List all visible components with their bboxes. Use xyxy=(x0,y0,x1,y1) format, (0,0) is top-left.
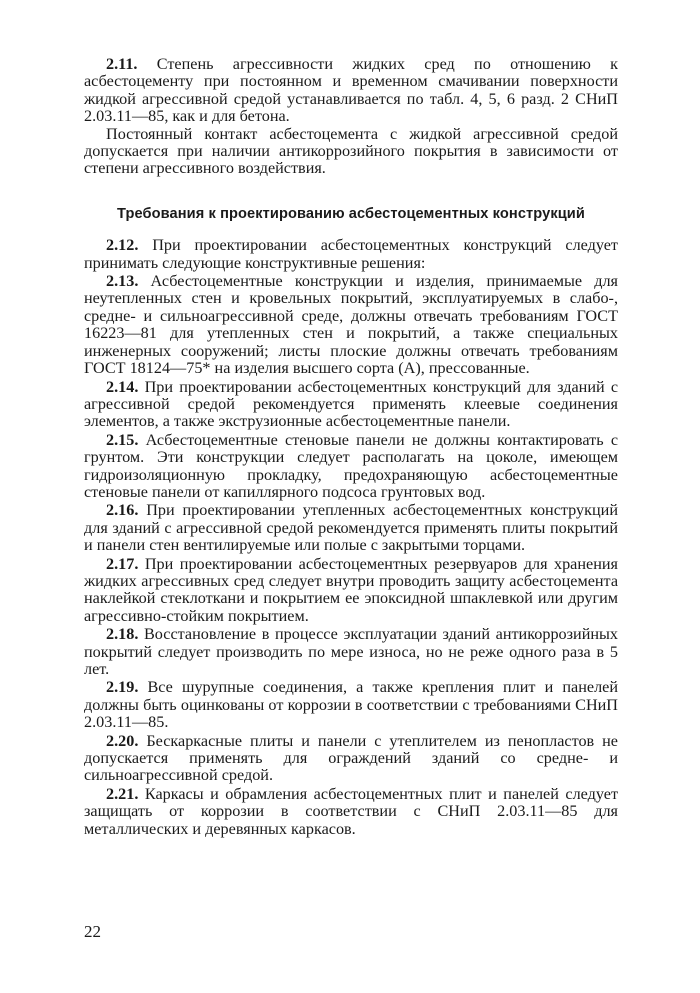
clause-2-21 xyxy=(84,786,618,838)
clause-2-14 xyxy=(84,379,618,431)
clause-number: 2.15. xyxy=(106,430,139,449)
clause-text: Каркасы и обрамления асбестоцементных плит и панелей следует защищать от коррозии в соответствии с СНиП 2.03.11—85 для металлических и деревянных каркасов. xyxy=(84,784,619,838)
clause-number: 2.16. xyxy=(106,501,139,520)
clause-2-12 xyxy=(84,237,618,272)
clause-text: При проектировании асбестоцементных конструкций для зданий с агрессивной средой рекомендуется применять клеевые соединения элементов, а также экструзионные асбестоцементные панели. xyxy=(84,377,619,431)
clause-2-15 xyxy=(84,432,618,502)
clause-text: Все шурупные соединения, а также крепления плит и панелей должны быть оцинкованы от коррозии в соответствии с требованиями СНиП 2.03.11—85. xyxy=(84,678,619,732)
clause-number: 2.11. xyxy=(106,55,138,73)
clause-text: Восстановление в процессе эксплуатации зданий антикоррозийных покрытий следует производить по мере износа, но не реже одного раза в 5 лет. xyxy=(84,625,618,678)
page-body xyxy=(84,56,618,838)
clause-number: 2.21. xyxy=(106,784,139,803)
clause-text: При проектировании асбестоцементных резервуаров для хранения жидких агрессивных сред следует внутри проводить защиту асбестоцемента наклейкой стеклоткани и покрытием ее эпоксидной шпаклевкой или другим агрессивно-стойким покрытием. xyxy=(84,554,618,625)
paragraph-2-11 xyxy=(84,56,618,126)
clause-text: Степень агрессивности жидких сред по отношению к асбестоцементу при постоянном и временном смачивании поверхности жидкой агрессивной средой устанавливается по табл. 4, 5, 6 разд. 2 СНиП 2.03.11—85, как и для бетона. xyxy=(84,55,619,126)
clause-number: 2.13. xyxy=(106,272,139,291)
clause-2-18 xyxy=(84,626,618,678)
page-number: 22 xyxy=(84,922,101,941)
clause-2-16 xyxy=(84,502,618,554)
clause-number: 2.19. xyxy=(106,678,139,697)
clause-text: Асбестоцементные стеновые панели не должны контактировать с грунтом. Эти конструкции следует располагать на цоколе, имеющем гидроизоляционную прокладку, предохраняющую асбестоцементные стеновые панели от капиллярного подсоса грунтовых вод. xyxy=(84,430,618,501)
clause-number: 2.18. xyxy=(106,625,139,644)
clause-number: 2.12. xyxy=(106,236,139,255)
clause-number: 2.20. xyxy=(106,731,139,750)
paragraph-contact xyxy=(84,126,618,178)
clause-text: Бескаркасные плиты и панели с утеплителем из пенопластов не допускается применять для ограждений зданий со средне- и сильноагрессивной средой. xyxy=(84,731,618,785)
paragraph-text: Постоянный контакт асбестоцемента с жидкой агрессивной средой допускается при наличии антикоррозийного покрытия в зависимости от степени агрессивного воздействия. xyxy=(84,124,618,178)
clause-2-13 xyxy=(84,273,618,377)
clause-text: При проектировании асбестоцементных конструкций следует принимать следующие конструктивные решения: xyxy=(84,236,619,272)
clause-2-19 xyxy=(84,679,618,731)
section-heading: Требования к проектированию асбестоцементных конструкций xyxy=(117,205,585,222)
clause-text: При проектировании утепленных асбестоцементных конструкций для зданий с агрессивной средой рекомендуется применять плиты покрытий и панели стен вентилируемые или полые с закрытыми торцами. xyxy=(84,501,618,555)
clause-number: 2.17. xyxy=(106,554,139,573)
clause-2-17 xyxy=(84,556,618,626)
clause-2-20 xyxy=(84,733,618,785)
clause-number: 2.14. xyxy=(106,377,139,396)
clause-text: Асбестоцементные конструкции и изделия, принимаемые для неутепленных стен и кровельных покрытий, эксплуатируемых в слабо-, средне- и сильноагрессивной среде, должны отвечать требованиям ГОСТ 16223—81 для утепленных стен и покрытий, а также специальных инженерных сооружений; листы плоские должны отвечать требованиям ГОСТ 18124—75* на изделия высшего сорта (А), прессованные. xyxy=(84,272,618,378)
